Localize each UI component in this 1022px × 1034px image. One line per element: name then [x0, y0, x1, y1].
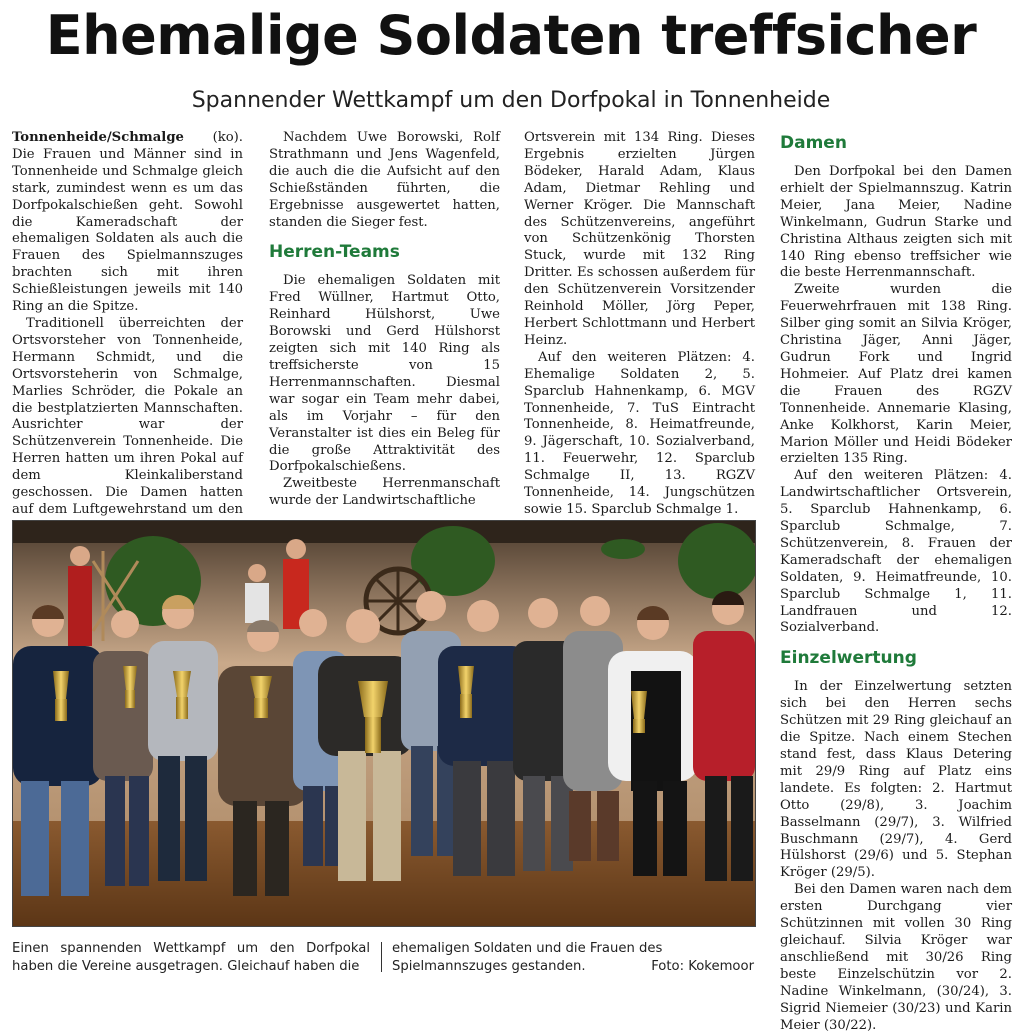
- paragraph: [12, 130, 243, 316]
- paragraph: Den Dorfpokal bei den Damen erhielt der Spielmannszug. Katrin Meier, Jana Meier, Nadine Winkelmann, Gudrun Starke und Christina Althaus zeigten sich mit 140 Ring ebenso treffsicher wie die beste Herrenmannschaft.: [780, 164, 1012, 281]
- photo-credit: Foto: Kokemoor: [651, 958, 754, 974]
- paragraph: Die ehemaligen Soldaten mit Fred Wüllner, Hartmut Otto, Reinhard Hülshorst, Uwe Borowski und Gerd Hülshorst zeigten sich mit 140 Ring als treffsicherste von 15 Herrenmannschaften. Diesmal war sogar ein Team mehr dabei, als im Vorjahr – für den Veranstalter ist dies ein Beleg für die große Attraktivität des Dorfpokalschießens.: [269, 273, 500, 475]
- paragraph: Bei den Damen waren nach dem ersten Durchgang vier Schützinnen mit vollen 30 Ring gleichauf. Silvia Kröger war anschließend mit 30/26 Ring beste Einzelschützin vor 2. Nadine Winkelmann, (30/24), 3. Sigrid Niemeier (30/23) und Karin Meier (30/22).: [780, 882, 1012, 1033]
- article-column-2: [269, 130, 500, 510]
- headline: Ehemalige Soldaten treffsicher: [45, 4, 977, 67]
- article-column-1: [12, 130, 243, 536]
- paragraph: Zweitbeste Herrenmanschaft wurde der Landwirtschaftliche: [269, 476, 500, 509]
- section-heading-einzelwertung: Einzelwertung: [780, 648, 917, 669]
- paragraph: Auf den weiteren Plätzen: 4. Ehemalige Soldaten 2, 5. Sparclub Hahnenkamp, 6. MGV Tonnenheide, 7. TuS Eintracht Tonnenheide, 8. Heimatfreunde, 9. Jägerschaft, 10. Sozialverband, 11. Feuerwehr, 12. Sparclub Schmalge II, 13. RGZV Tonnenheide, 14. Jungschützen sowie 15. Sparclub Schmalge 1.: [524, 349, 755, 517]
- paragraph: Traditionell überreichten der Ortsvorsteher von Tonnenheide, Hermann Schmidt, und die Ortsvorsteherin von Schmalge, Marlies Schröder, die Pokale an die bestplatzierten Mannschaften. Ausrichter war der Schützenverein Tonnenheide. Die Herren hatten um ihren Pokal auf dem Kleinkaliberstand geschossen. Die Damen hatten auf dem Luftgewehrstand um den: [12, 315, 243, 517]
- paragraph: Auf den weiteren Plätzen: 4. Landwirtschaftlicher Ortsverein, 5. Sparclub Hahnenkamp, 6. Sparclub Schmalge, 7. Schützenverein, 8. Frauen der Kameradschaft der ehemaligen Soldaten, 9. Heimatfreunde, 10. Sparclub Schmalge 1, 11. Landfrauen und 12. Sozialverband.: [780, 468, 1012, 636]
- section-heading-damen: Damen: [780, 133, 847, 153]
- subheadline: Spannender Wettkampf um den Dorfpokal in Tonnenheide: [191, 88, 831, 113]
- dateline-tag: (ko).: [183, 130, 243, 145]
- section-heading-herren-teams: Herren-Teams: [269, 242, 400, 263]
- article-column-3: [524, 130, 755, 519]
- article-column-4: [780, 130, 1012, 1034]
- paragraph: Zweite wurden die Feuerwehrfrauen mit 138 Ring. Silber ging somit an Silvia Kröger, Christina Jäger, Anni Jäger, Gudrun Fork und Ingrid Hohmeier. Auf Platz drei kamen die Frauen des RGZV Tonnenheide. Annemarie Klasing, Anke Kolkhorst, Karin Meier, Marion Möller und Heidi Bödeker erzielten 135 Ring.: [780, 282, 1012, 467]
- photo-caption-text: ehemaligen Soldaten und die Frauen des Spielmannszuges gestanden.: [392, 941, 663, 974]
- paragraph-text: Die Frauen und Männer sind in Tonnenheide und Schmalge gleich stark, zumindest wenn es um das Dorfpokalschießen geht. Sowohl die Kameradschaft der ehemaligen Soldaten als auch die Frauen des Spielmannszuges brachten sich mit ihren Schießleistungen jeweils mit 140 Ring an die Spitze.: [12, 146, 243, 315]
- photo-caption-left: Einen spannenden Wettkampf um den Dorfpokal haben die Vereine ausgetragen. Gleichauf haben die: [12, 941, 370, 974]
- dateline: Tonnenheide/Schmalge: [12, 130, 184, 145]
- paragraph: Ortsverein mit 134 Ring. Dieses Ergebnis erzielten Jürgen Bödeker, Harald Adam, Klaus Adam, Dietmar Rehling und Werner Kröger. Die Mannschaft des Schützenvereins, angeführt von Schützenkönig Thorsten Stuck, wurde mit 132 Ring Dritter. Es schossen außerdem für den Schützenverein Vorsitzender Reinhold Möller, Jörg Peper, Herbert Schlottmann und Herbert Heinz.: [524, 130, 755, 348]
- paragraph: Nachdem Uwe Borowski, Rolf Strathmann und Jens Wagenfeld, die auch die die Aufsicht auf den Schießständen führten, die Ergebnisse ausgewertet hatten, standen die Sieger fest.: [269, 130, 500, 230]
- paragraph: In der Einzelwertung setzten sich bei den Herren sechs Schützen mit 29 Ring gleichauf an die Spitze. Nach einem Stechen stand fest, dass Klaus Detering mit 29/9 Ring auf Platz eins landete. Es folgten: 2. Hartmut Otto (29/8), 3. Joachim Basselmann (29/7), 3. Wilfried Buschmann (29/7), 4. Gerd Hülshorst (29/6) und 5. Stephan Kröger (29/5).: [780, 679, 1012, 881]
- photo-caption-right: [392, 940, 754, 975]
- group-photo: [12, 520, 756, 927]
- caption-divider: [381, 942, 382, 972]
